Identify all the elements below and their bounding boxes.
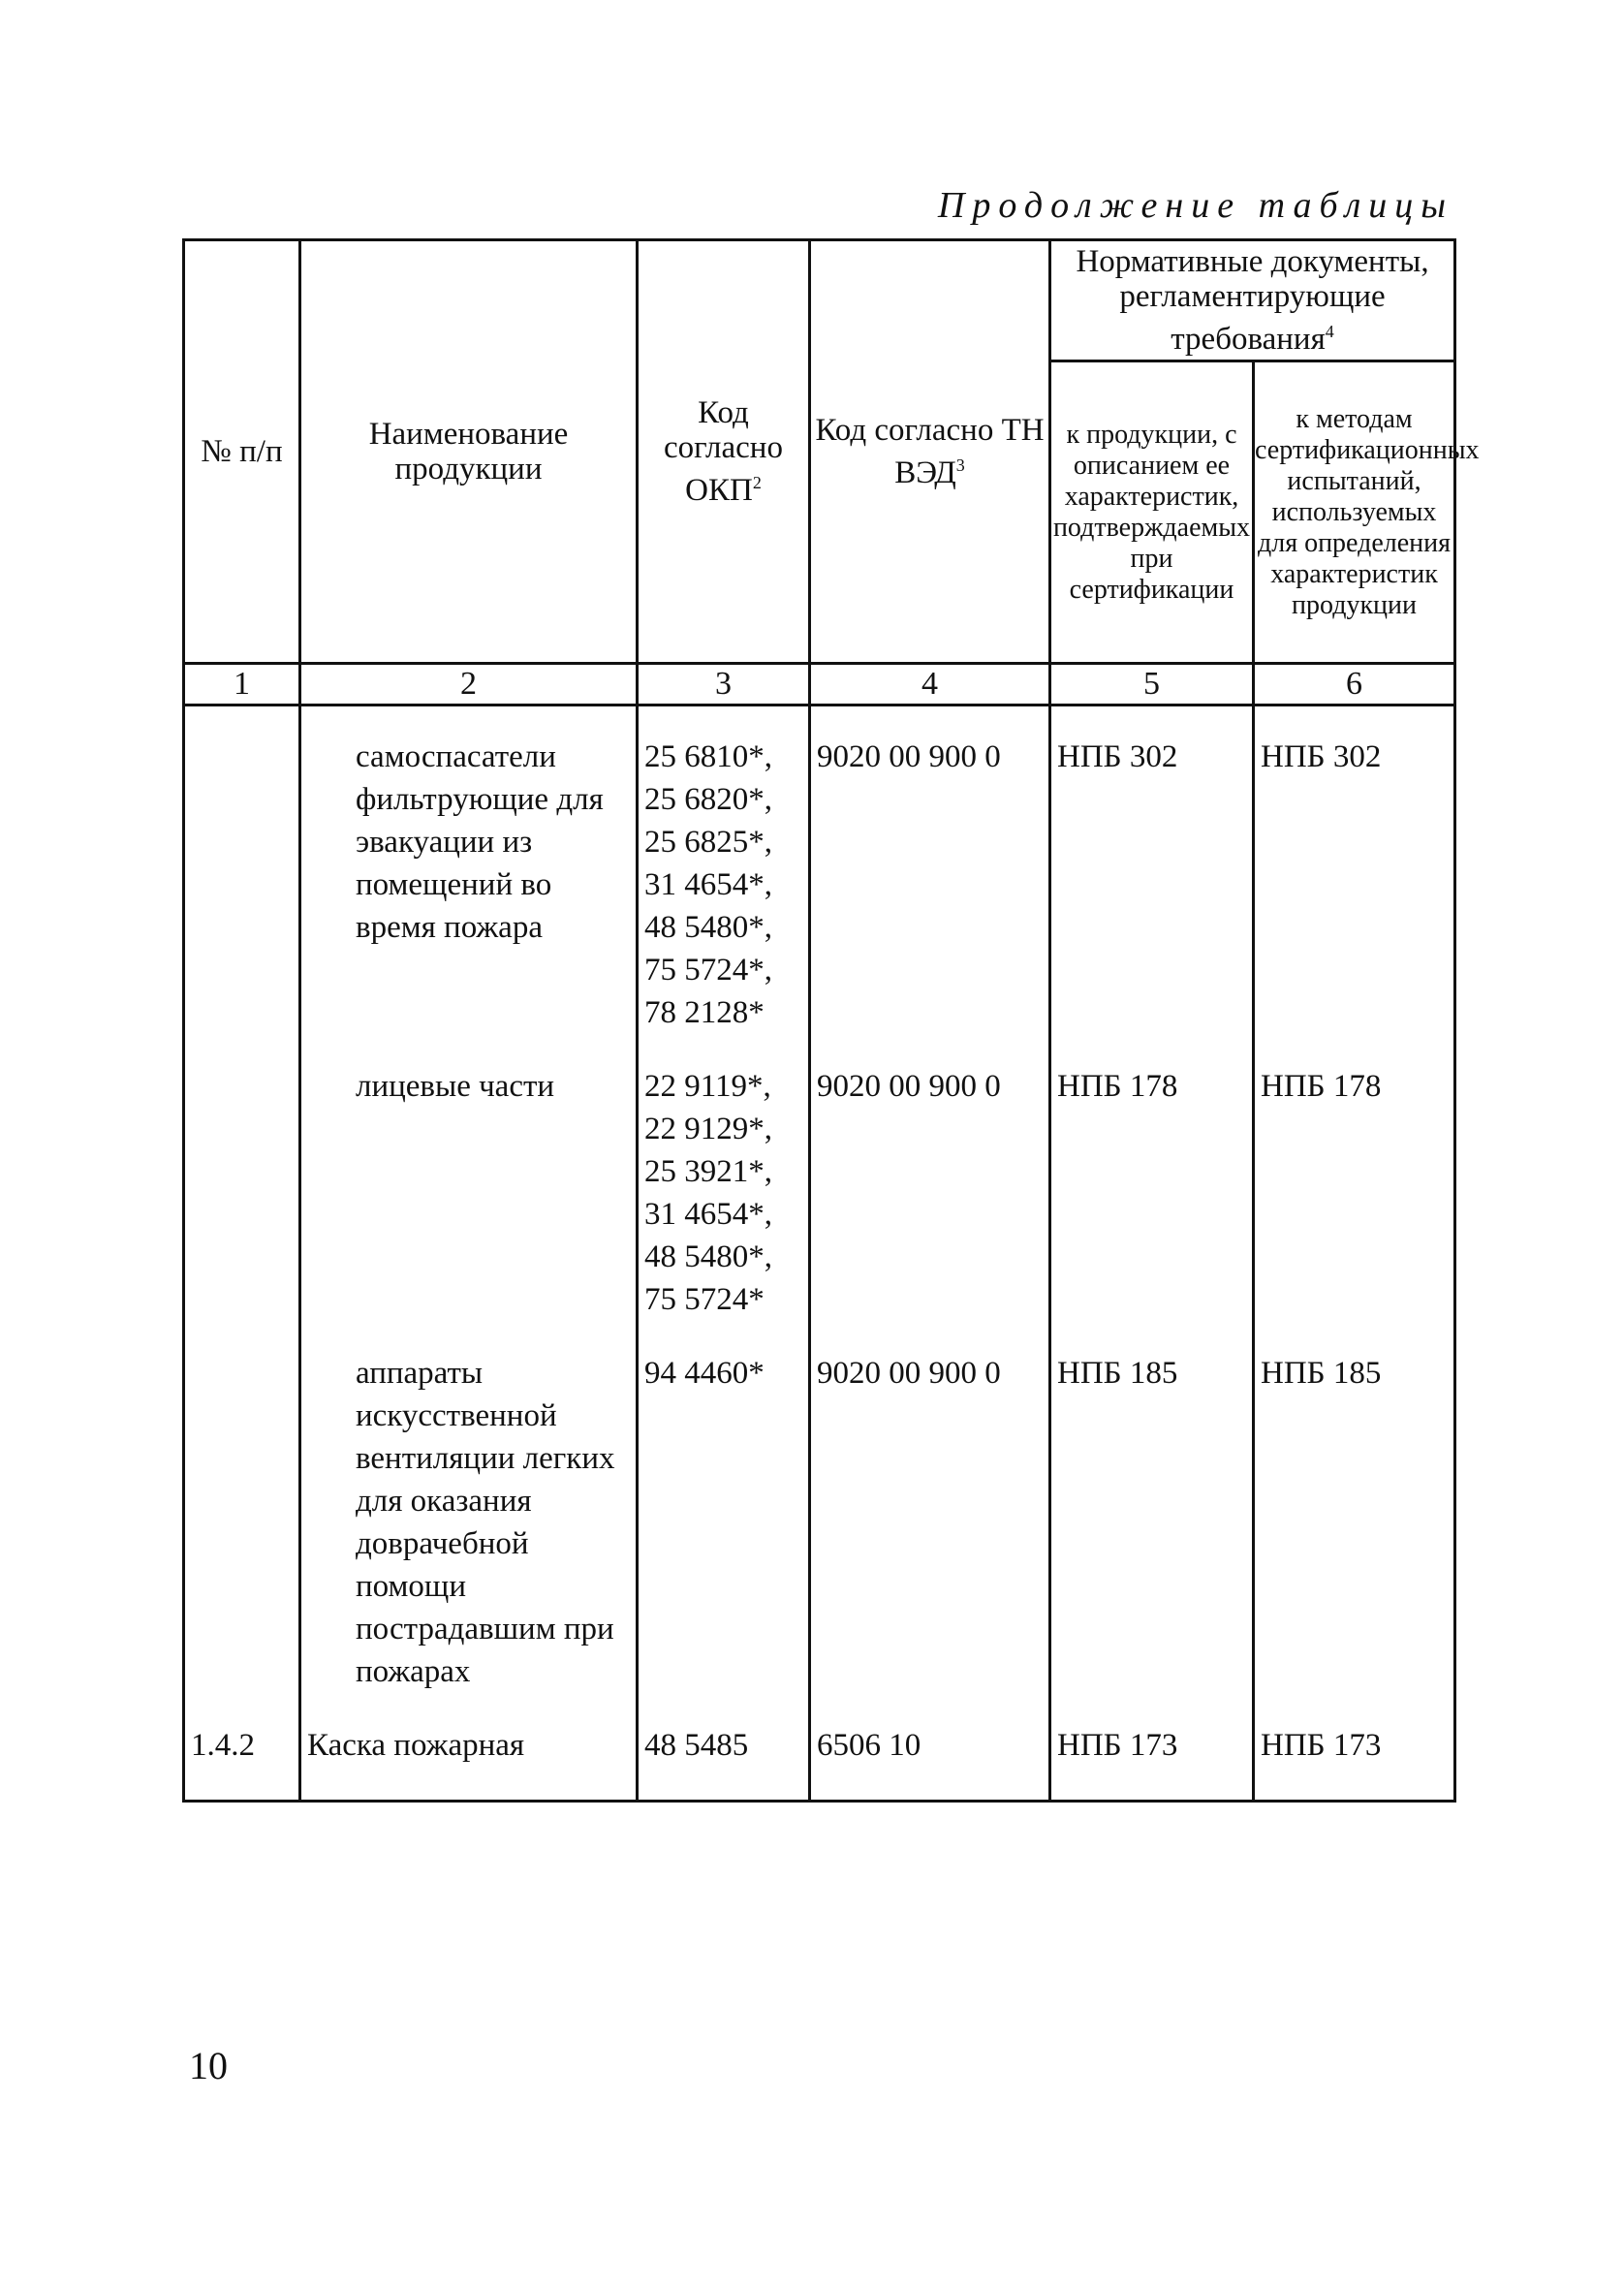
- column-number: 5: [1050, 664, 1254, 706]
- product-requirements-doc: НПБ 302: [1050, 706, 1254, 1050]
- okp-code: 94 4460*: [638, 1336, 810, 1709]
- table-continuation-caption: Продолжение таблицы: [937, 185, 1453, 226]
- tnved-code: 9020 00 900 0: [810, 1050, 1050, 1336]
- table-header-row: [184, 240, 1455, 361]
- header-col-name: Наименование продукции: [300, 240, 638, 664]
- tnved-code: 6506 10: [810, 1709, 1050, 1802]
- product-name: самоспасатели фильтрующие для эвакуации из помещений во время пожара: [300, 706, 638, 1050]
- table-row: [184, 1709, 1455, 1802]
- page-number: 10: [189, 2044, 228, 2087]
- header-col-doc-product: к продукции, с описанием ее характеристик, подтверждаемых при сертификации: [1050, 361, 1254, 664]
- header-group-normative-docs: Нормативные документы, регламентирующие требования$^4$: [1050, 240, 1455, 361]
- table-row: [184, 706, 1455, 1050]
- test-methods-doc: НПБ 173: [1254, 1709, 1455, 1802]
- row-number: [184, 1336, 300, 1709]
- table-row: [184, 1336, 1455, 1709]
- test-methods-doc: НПБ 178: [1254, 1050, 1455, 1336]
- row-number: 1.4.2: [184, 1709, 300, 1802]
- column-number: 1: [184, 664, 300, 706]
- okp-code: 22 9119*, 22 9129*, 25 3921*, 31 4654*, 48 5480*, 75 5724*: [638, 1050, 810, 1336]
- okp-code: 25 6810*, 25 6820*, 25 6825*, 31 4654*, 48 5480*, 75 5724*, 78 2128*: [638, 706, 810, 1050]
- header-col-okp: Код согласно ОКП$^2$: [638, 240, 810, 664]
- test-methods-doc: НПБ 302: [1254, 706, 1455, 1050]
- product-requirements-doc: НПБ 173: [1050, 1709, 1254, 1802]
- certification-table: [182, 238, 1480, 1803]
- table-row: [184, 1050, 1455, 1336]
- row-number: [184, 706, 300, 1050]
- test-methods-doc: НПБ 185: [1254, 1336, 1455, 1709]
- header-col-doc-methods: к методам сертификационных испытаний, используемых для определения характеристик продукции: [1254, 361, 1455, 664]
- column-number: 2: [300, 664, 638, 706]
- column-number: 6: [1254, 664, 1455, 706]
- header-col-number: № п/п: [184, 240, 300, 664]
- tnved-code: 9020 00 900 0: [810, 706, 1050, 1050]
- okp-code: 48 5485: [638, 1709, 810, 1802]
- column-number: 3: [638, 664, 810, 706]
- column-number: 4: [810, 664, 1050, 706]
- product-name: Каска пожарная: [300, 1709, 638, 1802]
- row-number: [184, 1050, 300, 1336]
- header-col-tnved: Код согласно ТН ВЭД$^3$: [810, 240, 1050, 664]
- product-requirements-doc: НПБ 185: [1050, 1336, 1254, 1709]
- product-name: аппараты искусственной вентиляции легких для оказания доврачебной помощи пострадавшим при пожарах: [300, 1336, 638, 1709]
- column-numbers-row: [184, 664, 1455, 706]
- product-requirements-doc: НПБ 178: [1050, 1050, 1254, 1336]
- tnved-code: 9020 00 900 0: [810, 1336, 1050, 1709]
- product-name: лицевые части: [300, 1050, 638, 1336]
